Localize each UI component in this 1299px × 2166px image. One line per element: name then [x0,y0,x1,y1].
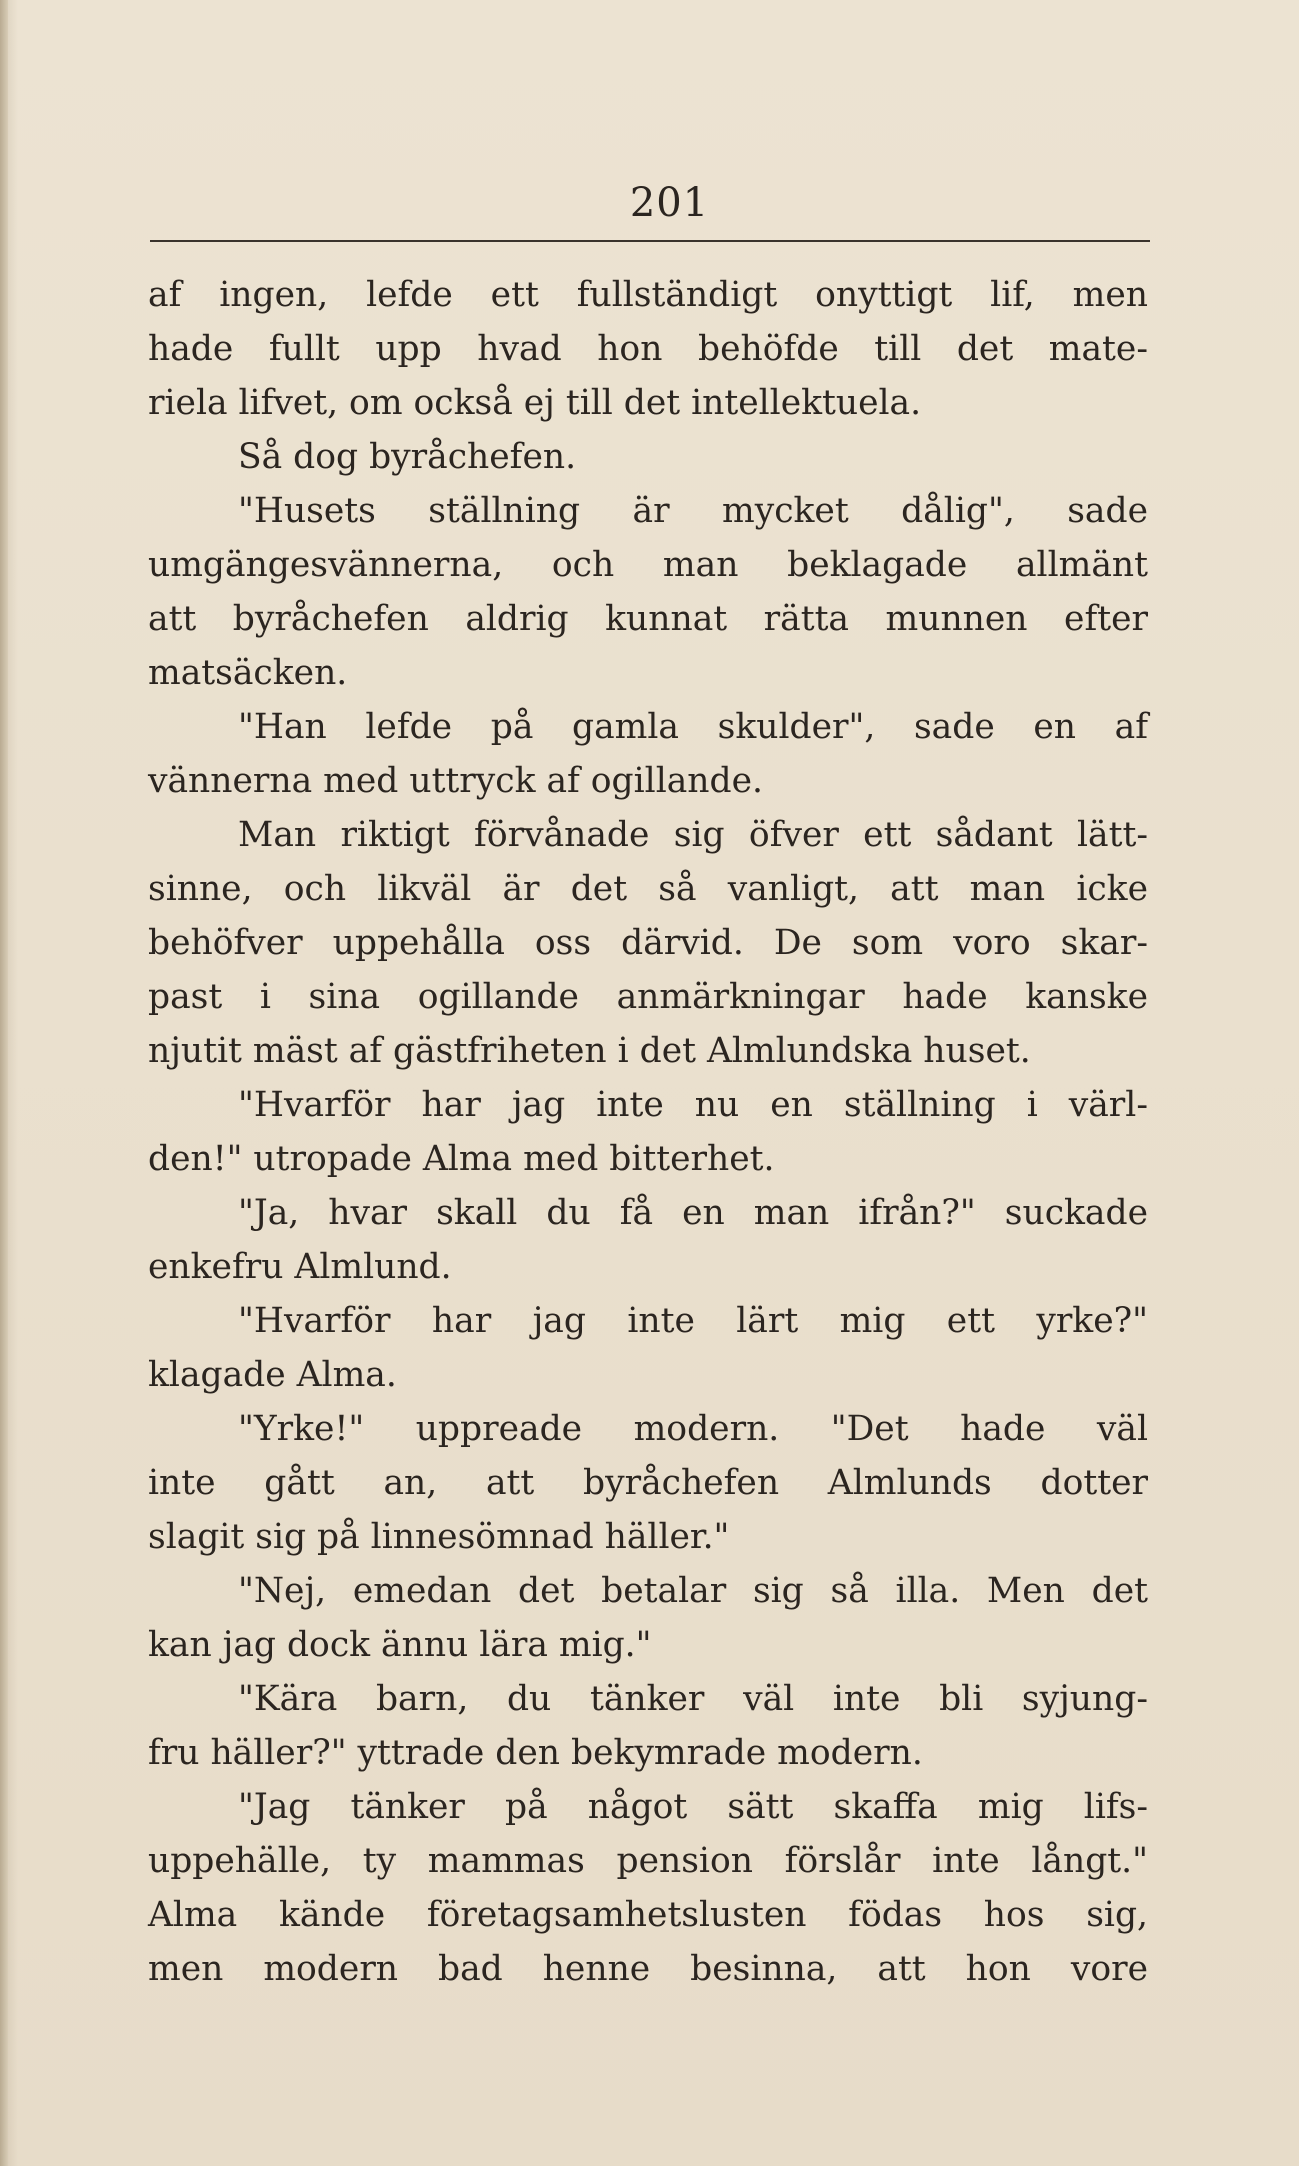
text-line: af ingen, lefde ett fullständigt onyttigt lif, men [148,275,1148,315]
text-line: "Nej, emedan det betalar sig så illa. Men det [238,1571,1148,1611]
text-line: Man riktigt förvånade sig öfver ett sådant lätt- [238,815,1148,855]
text-line: inte gått an, att byråchefen Almlunds dotter [148,1463,1148,1503]
body-text [148,268,1148,1996]
text-line: umgängesvännerna, och man beklagade allmänt [148,545,1148,585]
text-line: past i sina ogillande anmärkningar hade kanske [148,977,1148,1017]
text-line: "Kära barn, du tänker väl inte bli syjung- [238,1679,1148,1719]
text-line: sinne, och likväl är det så vanligt, att man icke [148,869,1148,909]
text-line: "Ja, hvar skall du få en man ifrån?" suckade [238,1193,1148,1233]
text-line: "Jag tänker på något sätt skaffa mig lifs- [238,1787,1148,1827]
header-rule [150,240,1150,242]
text-line: uppehälle, ty mammas pension förslår inte långt." [148,1841,1148,1881]
text-line: den!" utropade Alma med bitterhet. [148,1139,775,1179]
text-line: matsäcken. [148,653,348,693]
text-line: kan jag dock ännu lära mig." [148,1625,652,1665]
text-line: men modern bad henne besinna, att hon vore [148,1949,1148,1989]
text-line: njutit mäst af gästfriheten i det Almlundska huset. [148,1031,1031,1071]
text-line: slagit sig på linnesömnad häller." [148,1517,730,1557]
text-line: "Yrke!" uppreade modern. "Det hade väl [238,1409,1148,1449]
text-line: "Han lefde på gamla skulder", sade en af [238,707,1148,747]
text-line: Alma kände företagsamhetslusten födas hos sig, [148,1895,1148,1935]
text-line: hade fullt upp hvad hon behöfde till det mate- [148,329,1148,369]
text-line: klagade Alma. [148,1355,397,1395]
text-line: Så dog byråchefen. [238,437,577,477]
text-line: att byråchefen aldrig kunnat rätta munnen efter [148,599,1148,639]
text-line: vännerna med uttryck af ogillande. [148,761,763,801]
text-line: riela lifvet, om också ej till det intellektuela. [148,383,922,423]
page-number: 201 [629,180,710,226]
text-line: fru häller?" yttrade den bekymrade modern. [148,1733,923,1773]
text-line: "Husets ställning är mycket dålig", sade [238,491,1148,531]
text-line: enkefru Almlund. [148,1247,452,1287]
text-line: behöfver uppehålla oss därvid. De som voro skar- [148,923,1148,963]
text-line: "Hvarför har jag inte nu en ställning i värl- [238,1085,1148,1125]
text-line: "Hvarför har jag inte lärt mig ett yrke?" [238,1301,1148,1341]
page-gutter-edge [0,0,8,2166]
